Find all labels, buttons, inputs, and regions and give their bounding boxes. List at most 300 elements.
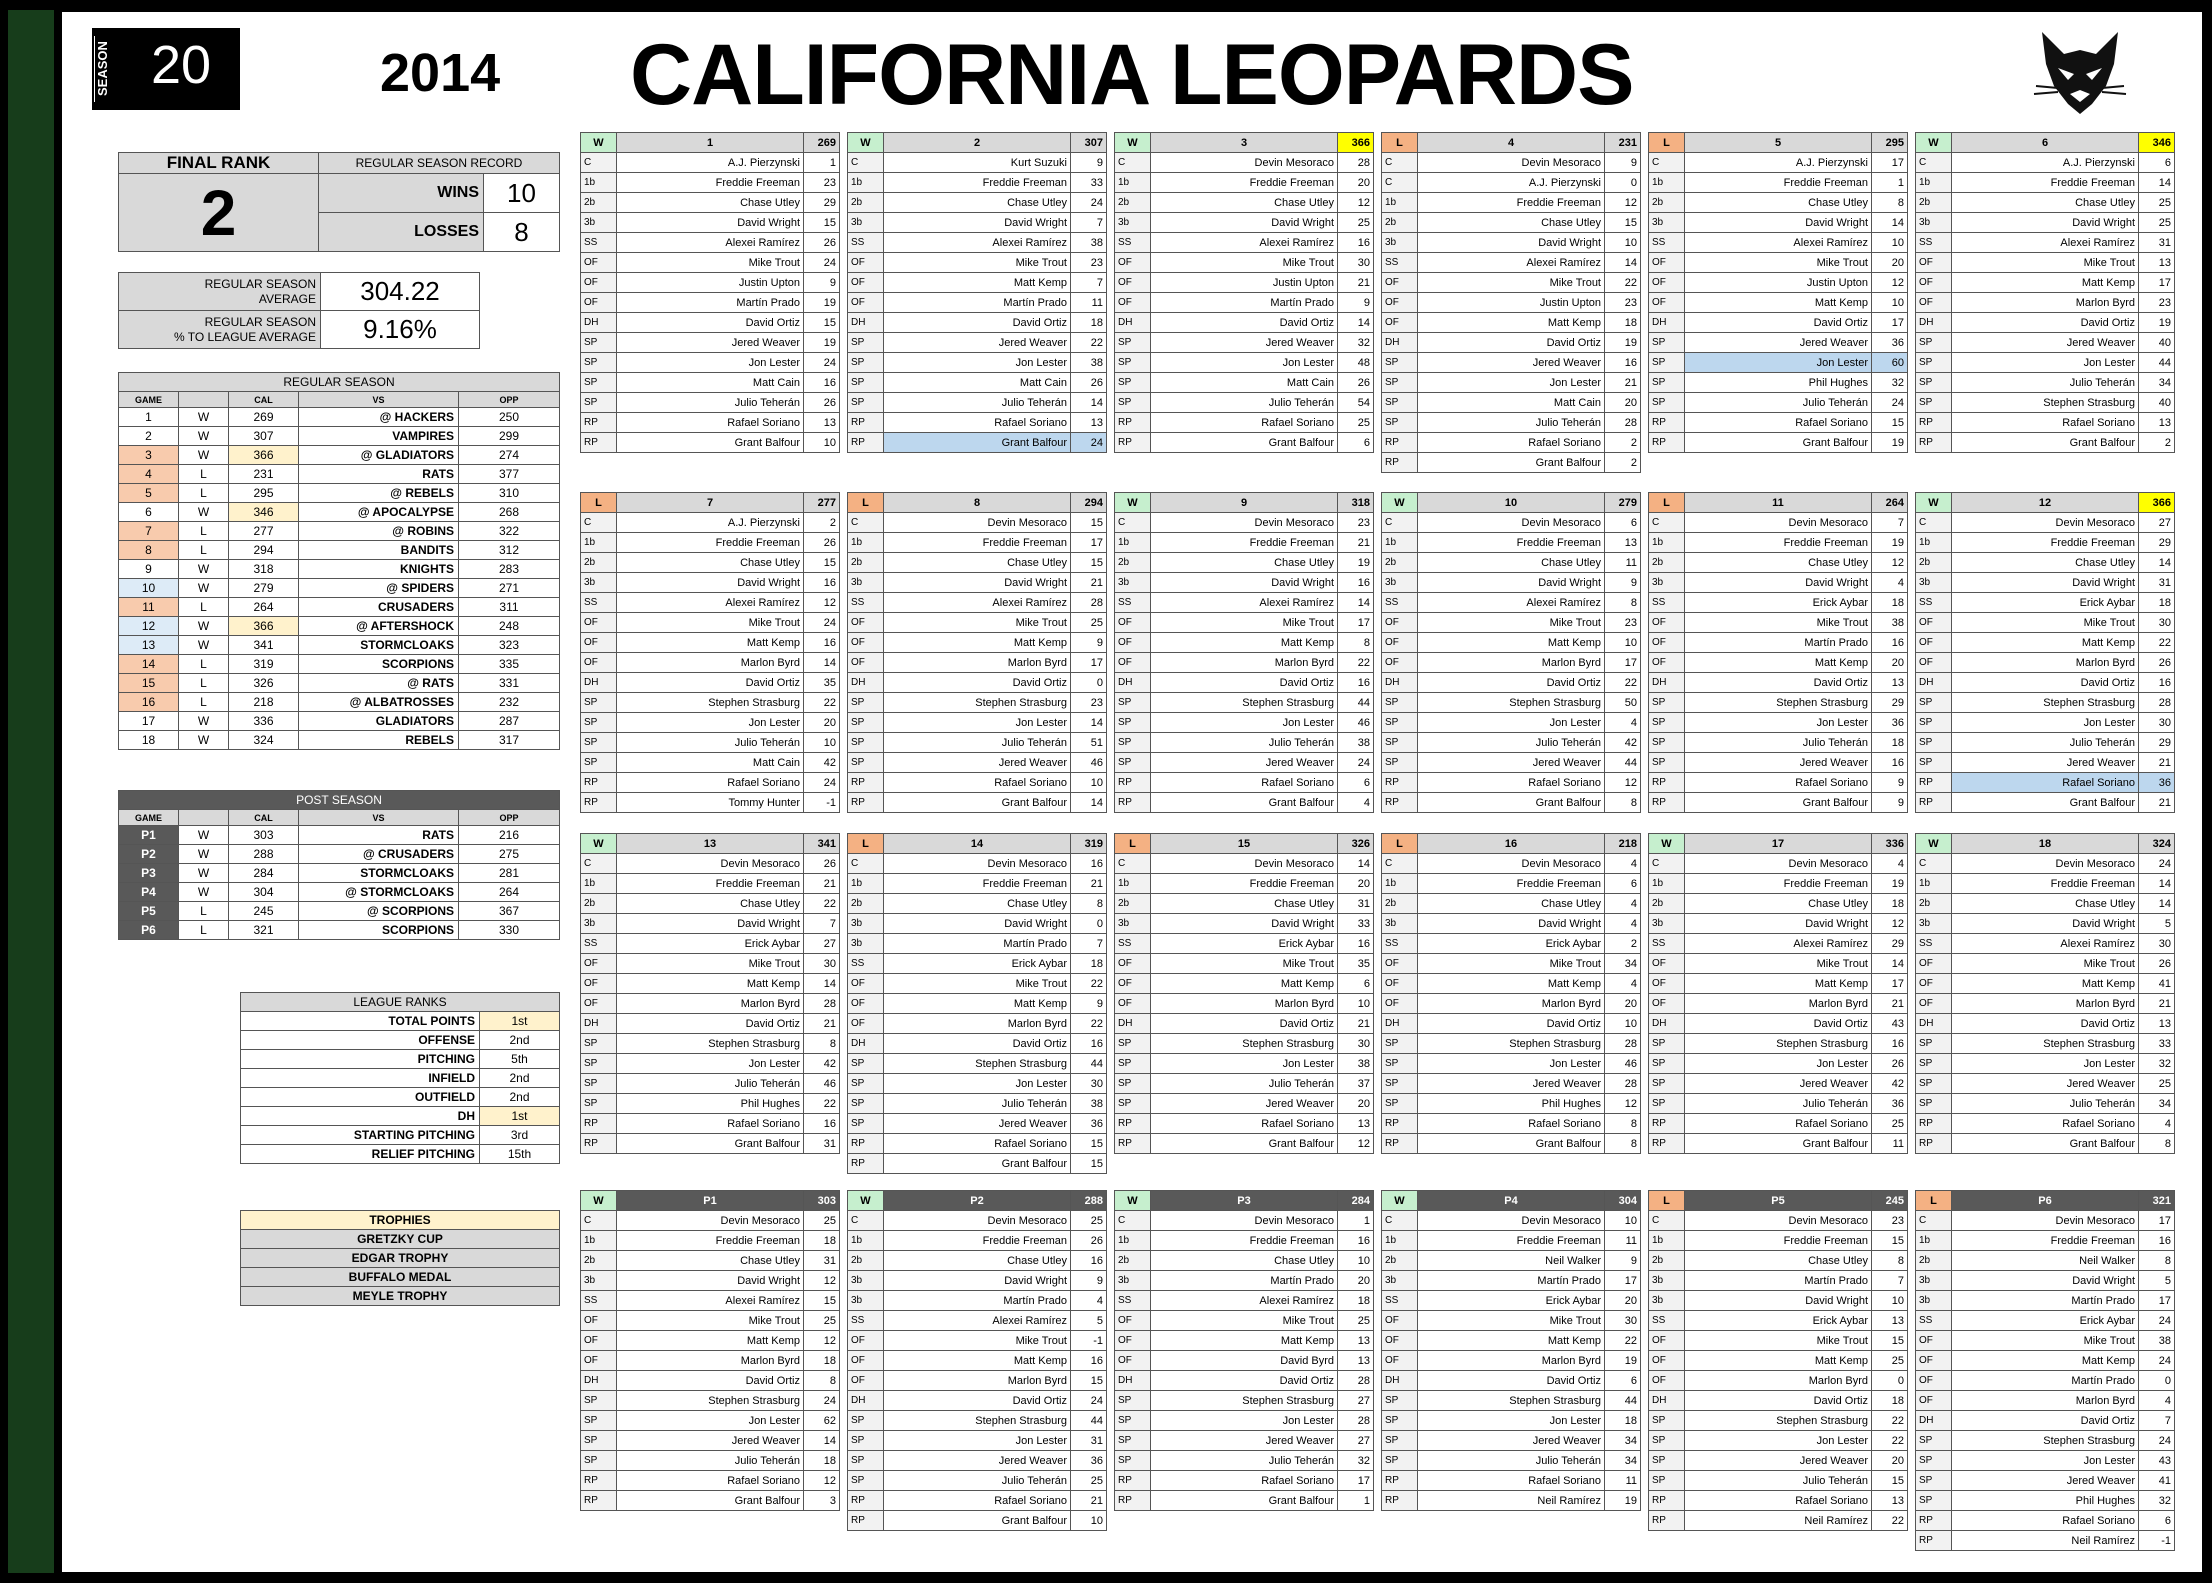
lineup-points: 4	[1338, 793, 1374, 813]
lineup-row	[1382, 713, 1641, 733]
lineup-player: Jon Lester	[617, 1411, 804, 1431]
lineup-position: SS	[581, 593, 617, 613]
lineup-player: Grant Balfour	[1418, 453, 1605, 473]
lineup-player: Devin Mesoraco	[1151, 513, 1338, 533]
lineup-points: 25	[2139, 213, 2175, 233]
lineup-points: 8	[2139, 1134, 2175, 1154]
lineup-row	[848, 233, 1107, 253]
lineup-row	[1115, 273, 1374, 293]
lineup-row	[1916, 353, 2175, 373]
lineup-position: RP	[581, 1114, 617, 1134]
lineup-player: Devin Mesoraco	[1418, 513, 1605, 533]
lineup-position: 1b	[1649, 533, 1685, 553]
game-box-result: W	[581, 1191, 617, 1211]
lineup-points: 28	[1338, 153, 1374, 173]
lineup-row	[848, 773, 1107, 793]
lineup-player: Stephen Strasburg	[1418, 693, 1605, 713]
lineup-position: DH	[1115, 313, 1151, 333]
lineup-player: Jon Lester	[1151, 1054, 1338, 1074]
lineup-points: 25	[1071, 1471, 1107, 1491]
lineup-points: 46	[804, 1074, 840, 1094]
average-label-line2: AVERAGE	[258, 291, 316, 306]
lineup-player: David Wright	[1151, 213, 1338, 233]
lineup-points: 17	[2139, 1291, 2175, 1311]
lineup-position: OF	[581, 613, 617, 633]
lineup-points: 19	[1605, 1351, 1641, 1371]
lineup-row	[848, 673, 1107, 693]
lineup-points: 0	[1872, 1371, 1908, 1391]
game-box-result: L	[1382, 834, 1418, 854]
lineup-row	[1115, 1231, 1374, 1251]
lineup-position: C	[1382, 173, 1418, 193]
game-box-3	[1114, 132, 1374, 453]
game-result: W	[179, 826, 229, 845]
lineup-row	[1382, 1391, 1641, 1411]
lineup-player: Neil Ramírez	[1418, 1491, 1605, 1511]
lineup-player: Jered Weaver	[1418, 1074, 1605, 1094]
lineup-points: 9	[1071, 633, 1107, 653]
lineup-row	[1916, 1411, 2175, 1431]
game-box-8	[847, 492, 1107, 813]
lineup-row	[581, 1114, 840, 1134]
lineup-row	[1916, 673, 2175, 693]
lineup-position: DH	[1916, 1411, 1952, 1431]
lineup-row	[848, 713, 1107, 733]
column-header: OPP	[459, 810, 560, 826]
lineup-points: 2	[2139, 433, 2175, 453]
game-score: 307	[229, 427, 299, 446]
lineup-player: Mike Trout	[884, 613, 1071, 633]
lineup-points: 18	[1872, 593, 1908, 613]
lineup-position: SP	[1115, 1451, 1151, 1471]
lineup-points: 10	[804, 433, 840, 453]
lineup-position: 2b	[581, 894, 617, 914]
rank-value: 5th	[480, 1050, 560, 1069]
lineup-points: 18	[2139, 593, 2175, 613]
lineup-row	[848, 373, 1107, 393]
lineup-position: RP	[1916, 793, 1952, 813]
lineup-player: Stephen Strasburg	[1952, 1431, 2139, 1451]
lineup-points: 4	[1872, 573, 1908, 593]
lineup-position: OF	[581, 974, 617, 994]
lineup-row	[1649, 1114, 1908, 1134]
lineup-player: Mike Trout	[1685, 253, 1872, 273]
lineup-points: 10	[1605, 633, 1641, 653]
average-table	[118, 272, 480, 349]
lineup-position: SS	[1115, 1291, 1151, 1311]
lineup-row	[1115, 1054, 1374, 1074]
game-number: 8	[119, 541, 179, 560]
lineup-points: 25	[804, 1211, 840, 1231]
lineup-player: Matt Kemp	[1418, 633, 1605, 653]
lineup-player: Devin Mesoraco	[1685, 513, 1872, 533]
lineup-points: 26	[804, 533, 840, 553]
game-box-P2	[847, 1190, 1107, 1531]
lineup-points: 38	[2139, 1331, 2175, 1351]
lineup-player: Freddie Freeman	[1151, 874, 1338, 894]
lineup-row	[1649, 1251, 1908, 1271]
lineup-player: Mike Trout	[617, 954, 804, 974]
lineup-row	[1115, 1074, 1374, 1094]
lineup-row	[1115, 1491, 1374, 1511]
lineup-player: Jon Lester	[1952, 353, 2139, 373]
lineup-position: OF	[1115, 293, 1151, 313]
lineup-position: DH	[1382, 1014, 1418, 1034]
lineup-player: Marlon Byrd	[1151, 994, 1338, 1014]
game-opponent: BANDITS	[299, 541, 459, 560]
lineup-row	[1115, 1034, 1374, 1054]
lineup-player: Phil Hughes	[1685, 373, 1872, 393]
game-box-P5	[1648, 1190, 1908, 1531]
lineup-position: 2b	[581, 193, 617, 213]
game-result: L	[179, 902, 229, 921]
lineup-points: 4	[1605, 713, 1641, 733]
lineup-player: Mike Trout	[884, 253, 1071, 273]
lineup-points: 21	[2139, 793, 2175, 813]
lineup-position: SS	[1649, 233, 1685, 253]
game-score: 324	[229, 731, 299, 750]
lineup-position: C	[848, 513, 884, 533]
lineup-position: 2b	[1115, 894, 1151, 914]
game-box-score: 341	[804, 834, 840, 854]
lineup-points: 40	[2139, 333, 2175, 353]
lineup-points: 19	[1605, 333, 1641, 353]
column-header: VS	[299, 810, 459, 826]
lineup-row	[581, 874, 840, 894]
lineup-points: 24	[2139, 1431, 2175, 1451]
lineup-player: Matt Cain	[1151, 373, 1338, 393]
lineup-row	[1115, 954, 1374, 974]
lineup-points: 3	[804, 1491, 840, 1511]
lineup-points: 13	[1605, 533, 1641, 553]
game-row	[119, 465, 560, 484]
lineup-player: Jon Lester	[884, 1074, 1071, 1094]
lineup-player: Alexei Ramírez	[1952, 934, 2139, 954]
lineup-player: David Wright	[1685, 1291, 1872, 1311]
game-box-score: 295	[1872, 133, 1908, 153]
game-box-15	[1114, 833, 1374, 1154]
lineup-position: 1b	[1382, 533, 1418, 553]
lineup-position: OF	[1649, 253, 1685, 273]
lineup-position: 3b	[1916, 573, 1952, 593]
lineup-points: 24	[804, 253, 840, 273]
lineup-points: 9	[1071, 994, 1107, 1014]
game-box-number: 2	[884, 133, 1071, 153]
lineup-player: Rafael Soriano	[1685, 1491, 1872, 1511]
lineup-points: 42	[1872, 1074, 1908, 1094]
lineup-row	[1916, 553, 2175, 573]
lineup-player: Martín Prado	[617, 293, 804, 313]
lineup-player: Freddie Freeman	[1418, 1231, 1605, 1251]
game-opp-score: 275	[459, 845, 560, 864]
lineup-player: Stephen Strasburg	[1151, 1391, 1338, 1411]
lineup-points: 1	[1338, 1491, 1374, 1511]
lineup-row	[1115, 253, 1374, 273]
lineup-row	[581, 1291, 840, 1311]
lineup-points: 31	[2139, 573, 2175, 593]
lineup-player: Neil Ramírez	[1685, 1511, 1872, 1531]
lineup-row	[848, 1351, 1107, 1371]
lineup-row	[581, 433, 840, 453]
lineup-points: 25	[1872, 1351, 1908, 1371]
lineup-row	[1649, 1231, 1908, 1251]
lineup-player: Rafael Soriano	[617, 1114, 804, 1134]
lineup-row	[1115, 313, 1374, 333]
lineup-player: Justin Upton	[1418, 293, 1605, 313]
game-opponent: @ ALBATROSSES	[299, 693, 459, 712]
lineup-points: 14	[1872, 213, 1908, 233]
game-opponent: KNIGHTS	[299, 560, 459, 579]
lineup-player: Chase Utley	[617, 894, 804, 914]
lineup-row	[1115, 753, 1374, 773]
lineup-player: Chase Utley	[1685, 193, 1872, 213]
lineup-position: RP	[848, 1511, 884, 1531]
lineup-points: 5	[1071, 1311, 1107, 1331]
lineup-player: Jered Weaver	[1952, 1074, 2139, 1094]
lineup-row	[1916, 653, 2175, 673]
game-box-header	[581, 133, 840, 153]
lineup-row	[1115, 633, 1374, 653]
lineup-player: Mike Trout	[1418, 273, 1605, 293]
lineup-points: 10	[1605, 1211, 1641, 1231]
game-number: 1	[119, 408, 179, 427]
lineup-position: C	[1115, 1211, 1151, 1231]
lineup-position: 2b	[1916, 193, 1952, 213]
lineup-points: 21	[1605, 373, 1641, 393]
lineup-row	[848, 413, 1107, 433]
lineup-row	[1115, 974, 1374, 994]
lineup-position: DH	[1916, 673, 1952, 693]
rank-row	[241, 1012, 560, 1031]
lineup-player: Marlon Byrd	[1418, 994, 1605, 1014]
lineup-player: Jered Weaver	[617, 1431, 804, 1451]
rank-row	[241, 1126, 560, 1145]
lineup-points: 7	[804, 914, 840, 934]
lineup-position: RP	[848, 433, 884, 453]
lineup-position: OF	[1115, 1351, 1151, 1371]
lineup-player: Grant Balfour	[1418, 793, 1605, 813]
lineup-position: SP	[848, 1114, 884, 1134]
rank-row	[241, 1088, 560, 1107]
lineup-row	[1649, 153, 1908, 173]
lineup-position: SP	[581, 393, 617, 413]
lineup-player: David Wright	[1952, 1271, 2139, 1291]
lineup-position: SP	[1916, 373, 1952, 393]
lineup-row	[1649, 793, 1908, 813]
lineup-position: OF	[1115, 653, 1151, 673]
lineup-points: 9	[1605, 153, 1641, 173]
lineup-points: 29	[2139, 533, 2175, 553]
lineup-player: Julio Teherán	[884, 733, 1071, 753]
lineup-position: 1b	[848, 874, 884, 894]
game-box-header	[1916, 1191, 2175, 1211]
lineup-player: David Wright	[617, 213, 804, 233]
lineup-points: 38	[1338, 733, 1374, 753]
lineup-points: 19	[1605, 1491, 1641, 1511]
lineup-row	[1115, 1391, 1374, 1411]
lineup-player: David Wright	[884, 914, 1071, 934]
lineup-row	[581, 333, 840, 353]
lineup-points: 20	[1338, 173, 1374, 193]
lineup-position: OF	[848, 273, 884, 293]
game-result: W	[179, 408, 229, 427]
game-box-number: P6	[1952, 1191, 2139, 1211]
lineup-points: 44	[1605, 1391, 1641, 1411]
lineup-position: 2b	[1382, 894, 1418, 914]
lineup-row	[1115, 1471, 1374, 1491]
lineup-position: 1b	[581, 1231, 617, 1251]
lineup-points: 16	[1605, 353, 1641, 373]
lineup-player: Alexei Ramírez	[1685, 233, 1872, 253]
lineup-player: Alexei Ramírez	[1685, 934, 1872, 954]
lineup-position: DH	[1115, 1014, 1151, 1034]
lineup-points: 17	[1071, 533, 1107, 553]
lineup-position: RP	[581, 773, 617, 793]
lineup-position: 2b	[1382, 553, 1418, 573]
lineup-position: SP	[848, 333, 884, 353]
regular-season-title: REGULAR SEASON	[119, 373, 560, 392]
lineup-row	[1916, 613, 2175, 633]
lineup-row	[848, 173, 1107, 193]
game-opponent: VAMPIRES	[299, 427, 459, 446]
lineup-player: Mike Trout	[1418, 954, 1605, 974]
lineup-row	[1382, 573, 1641, 593]
lineup-row	[1382, 773, 1641, 793]
lineup-points: 12	[804, 1471, 840, 1491]
lineup-position: 3b	[1649, 1271, 1685, 1291]
lineup-position: SP	[1649, 753, 1685, 773]
lineup-row	[1382, 1431, 1641, 1451]
lineup-player: Matt Kemp	[1418, 1331, 1605, 1351]
lineup-row	[848, 733, 1107, 753]
lineup-player: Rafael Soriano	[1151, 1471, 1338, 1491]
lineup-player: Jon Lester	[617, 353, 804, 373]
game-box-header	[1649, 493, 1908, 513]
lineup-player: Stephen Strasburg	[1151, 693, 1338, 713]
lineup-row	[848, 1431, 1107, 1451]
rank-value: 2nd	[480, 1088, 560, 1107]
lineup-points: 44	[2139, 353, 2175, 373]
lineup-row	[1649, 333, 1908, 353]
game-number: 2	[119, 427, 179, 446]
lineup-row	[1916, 713, 2175, 733]
game-opp-score: 299	[459, 427, 560, 446]
lineup-player: Matt Kemp	[617, 974, 804, 994]
game-opp-score: 322	[459, 522, 560, 541]
lineup-points: 10	[1071, 773, 1107, 793]
lineup-player: Julio Teherán	[617, 1074, 804, 1094]
lineup-position: C	[581, 513, 617, 533]
game-opponent: RATS	[299, 826, 459, 845]
game-opp-score: 312	[459, 541, 560, 560]
lineup-points: 12	[804, 593, 840, 613]
lineup-player: Devin Mesoraco	[884, 854, 1071, 874]
lineup-row	[1649, 393, 1908, 413]
lineup-player: Julio Teherán	[1685, 393, 1872, 413]
lineup-row	[1649, 633, 1908, 653]
lineup-player: Grant Balfour	[884, 1511, 1071, 1531]
lineup-player: Marlon Byrd	[884, 1371, 1071, 1391]
lineup-player: Marlon Byrd	[617, 653, 804, 673]
game-opp-score: 323	[459, 636, 560, 655]
lineup-position: 3b	[848, 1291, 884, 1311]
lineup-points: 4	[1872, 854, 1908, 874]
lineup-points: 22	[804, 894, 840, 914]
lineup-player: Mike Trout	[1151, 1311, 1338, 1331]
game-score: 346	[229, 503, 299, 522]
lineup-row	[1115, 153, 1374, 173]
lineup-position: RP	[1916, 1511, 1952, 1531]
lineup-row	[581, 1054, 840, 1074]
lineup-row	[848, 633, 1107, 653]
lineup-points: 16	[1071, 1351, 1107, 1371]
lineup-row	[1649, 1351, 1908, 1371]
lineup-points: 36	[1872, 1094, 1908, 1114]
column-header	[179, 392, 229, 408]
lineup-points: 14	[2139, 874, 2175, 894]
lineup-row	[1115, 1211, 1374, 1231]
lineup-points: 25	[804, 1311, 840, 1331]
game-box-4	[1381, 132, 1641, 473]
lineup-row	[1916, 1074, 2175, 1094]
lineup-position: SP	[848, 753, 884, 773]
lineup-position: OF	[1916, 954, 1952, 974]
lineup-position: 2b	[1649, 193, 1685, 213]
lineup-position: SS	[1916, 593, 1952, 613]
lineup-points: 21	[2139, 753, 2175, 773]
lineup-points: 25	[2139, 193, 2175, 213]
lineup-row	[1115, 1411, 1374, 1431]
game-number: 3	[119, 446, 179, 465]
game-score: 319	[229, 655, 299, 674]
lineup-player: Matt Kemp	[1151, 633, 1338, 653]
lineup-position: RP	[581, 433, 617, 453]
lineup-player: Jered Weaver	[884, 753, 1071, 773]
lineup-row	[1115, 1371, 1374, 1391]
game-number: P1	[119, 826, 179, 845]
lineup-player: Erick Aybar	[1418, 1291, 1605, 1311]
lineup-points: 14	[2139, 173, 2175, 193]
lineup-row	[1649, 673, 1908, 693]
lineup-row	[1382, 1211, 1641, 1231]
game-opp-score: 377	[459, 465, 560, 484]
lineup-row	[1115, 1431, 1374, 1451]
lineup-position: RP	[581, 1134, 617, 1154]
lineup-player: David Ortiz	[617, 1014, 804, 1034]
lineup-points: 15	[1605, 213, 1641, 233]
game-row	[119, 845, 560, 864]
record-label: REGULAR SEASON RECORD	[319, 153, 560, 174]
lineup-row	[1649, 1014, 1908, 1034]
lineup-row	[1382, 513, 1641, 533]
game-result: W	[179, 636, 229, 655]
lineup-points: 16	[1071, 1251, 1107, 1271]
lineup-player: Alexei Ramírez	[1151, 593, 1338, 613]
game-box-header	[848, 493, 1107, 513]
lineup-player: Mike Trout	[617, 1311, 804, 1331]
rank-category: OUTFIELD	[241, 1088, 480, 1107]
lineup-row	[1115, 1014, 1374, 1034]
lineup-position: 3b	[1115, 1271, 1151, 1291]
lineup-player: Justin Upton	[1151, 273, 1338, 293]
lineup-position: SP	[1115, 373, 1151, 393]
lineup-row	[581, 513, 840, 533]
lineup-player: Freddie Freeman	[1685, 533, 1872, 553]
game-number: 16	[119, 693, 179, 712]
lineup-position: SP	[581, 753, 617, 773]
lineup-row	[1916, 1114, 2175, 1134]
lineup-row	[581, 673, 840, 693]
